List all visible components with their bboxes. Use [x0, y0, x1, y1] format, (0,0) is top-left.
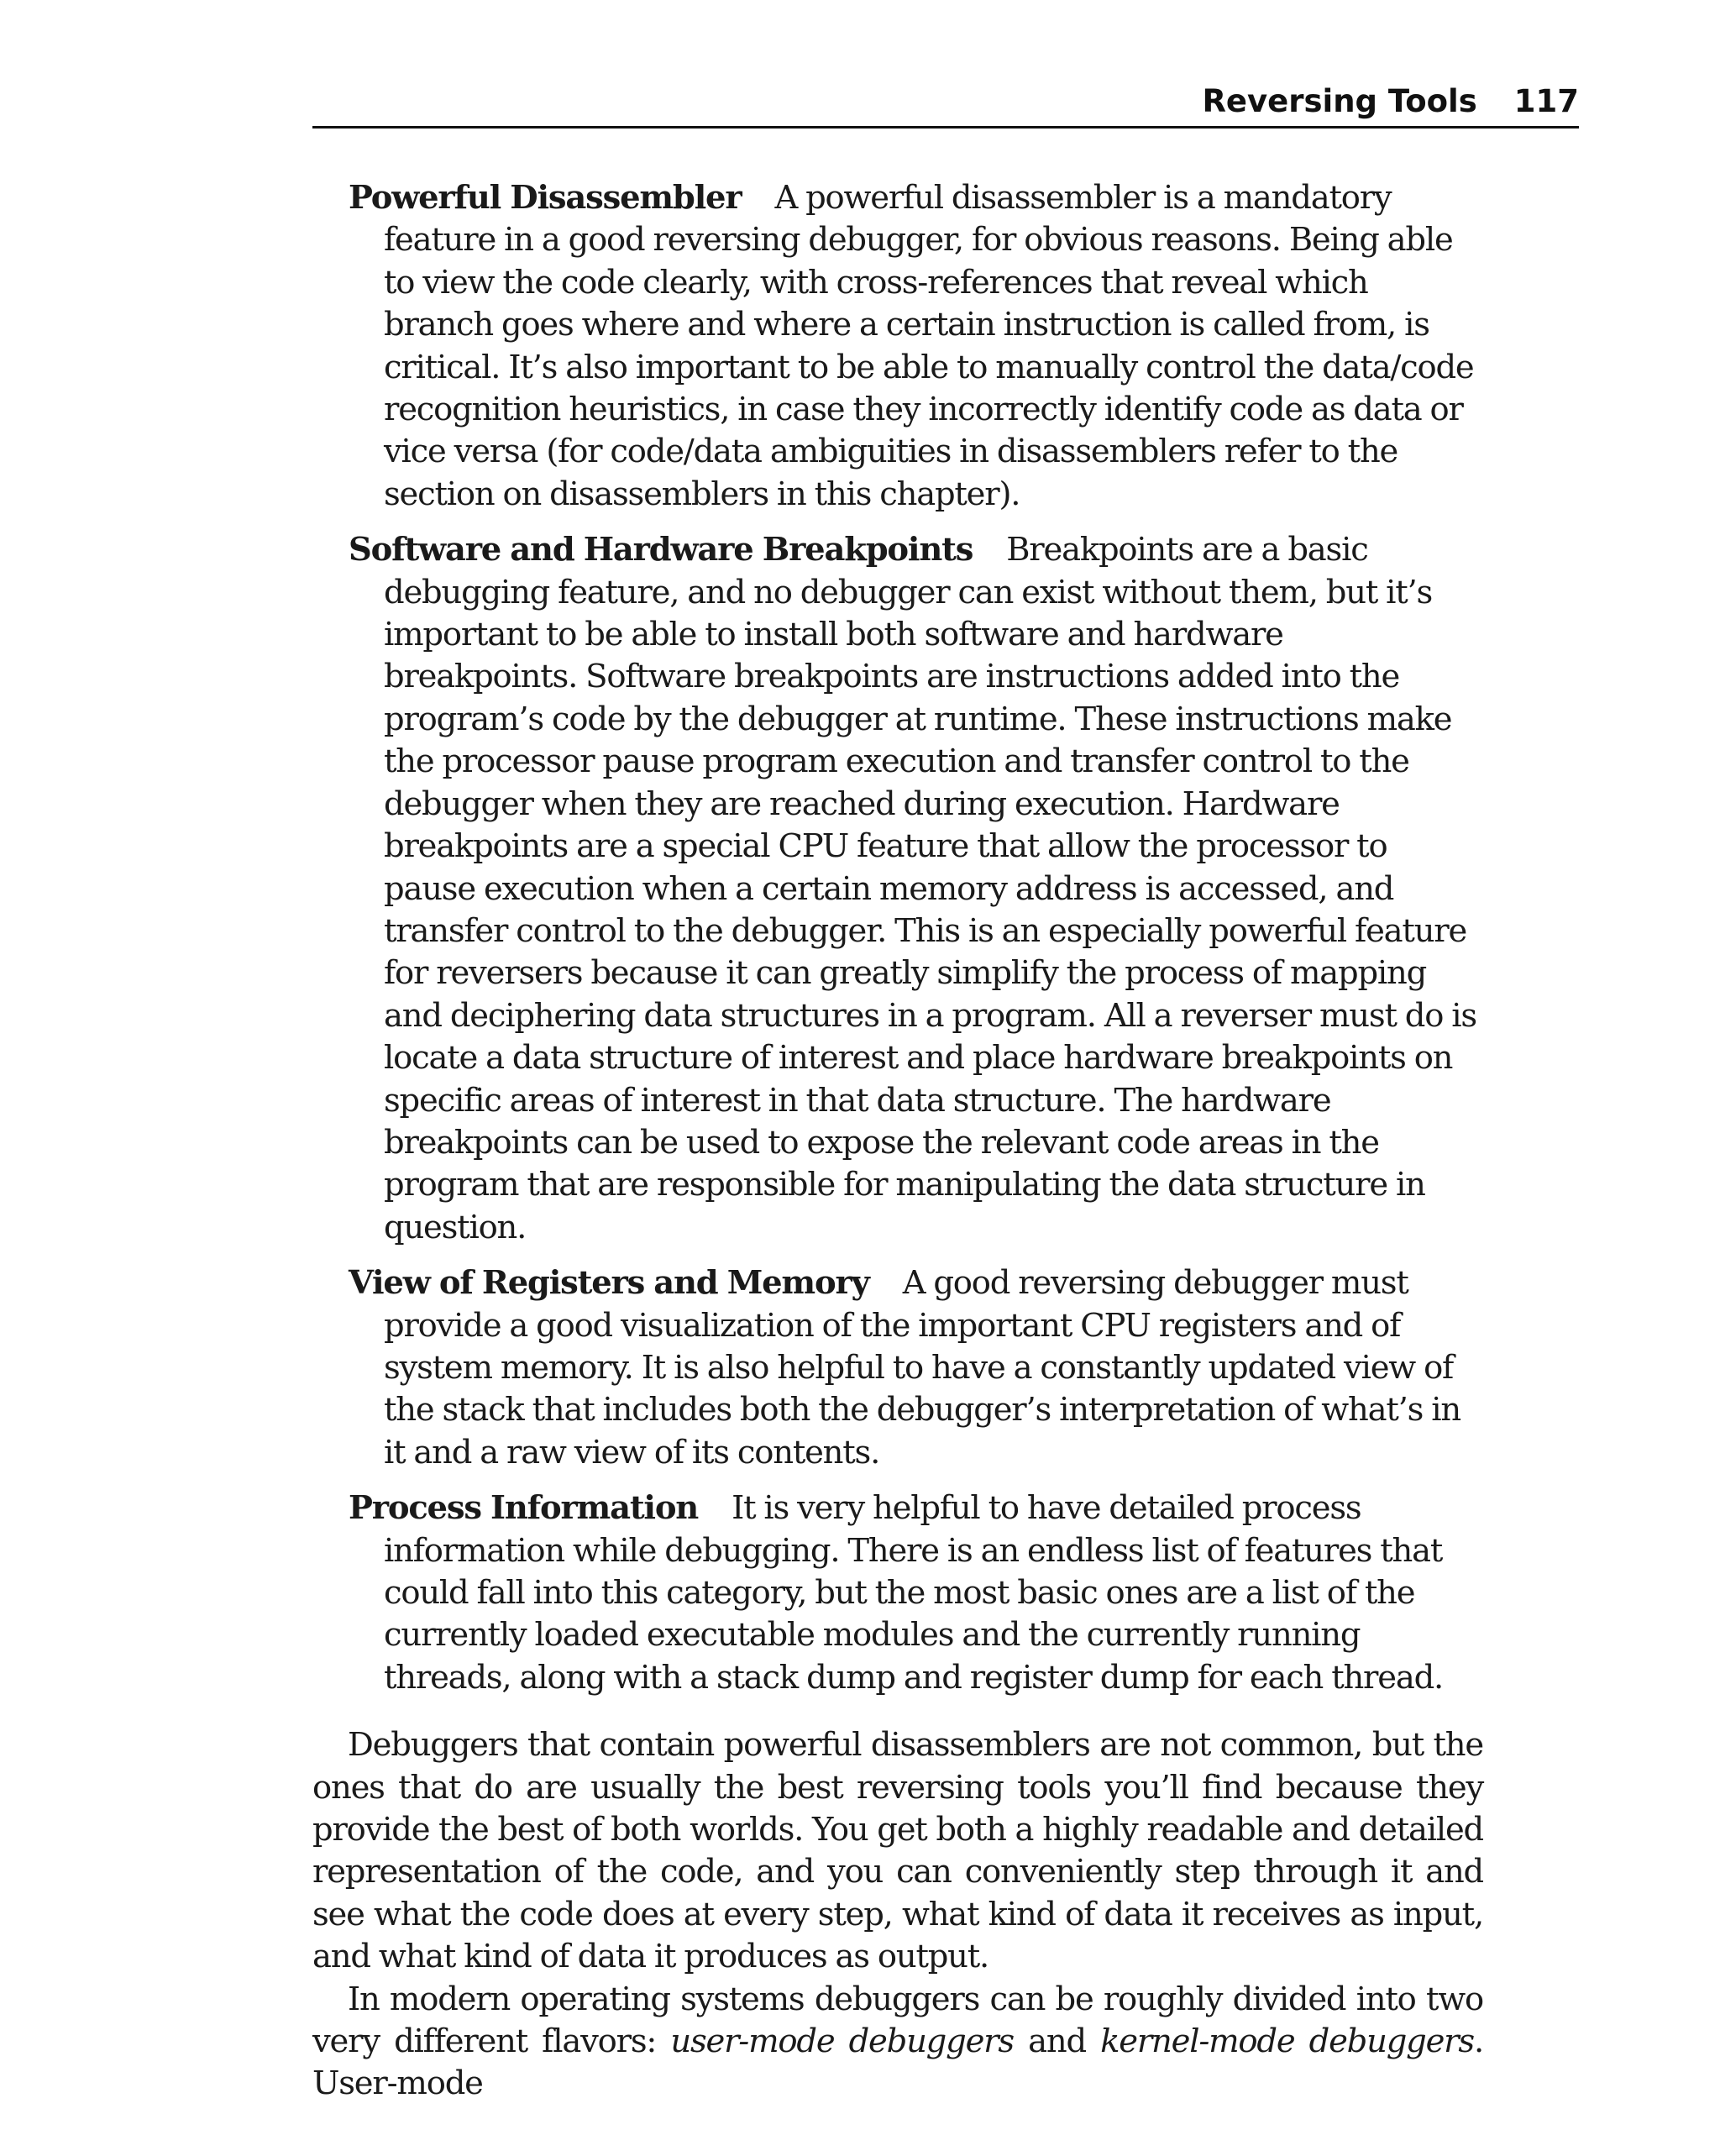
feature-item-registers-memory [312, 1262, 1483, 1474]
page-number: 117 [1513, 83, 1579, 119]
chapter-title: Reversing Tools [1202, 83, 1477, 119]
paragraph-text: and [1013, 2022, 1101, 2061]
feature-item-disassembler [312, 177, 1483, 516]
feature-term: Process Information [349, 1489, 699, 1528]
feature-term: Software and Hardware Breakpoints [349, 531, 973, 569]
paragraph-debuggers: Debuggers that contain powerful disassemblers are not common, but the ones that do are usually the best reversing tools you’ll find because they provide the best of both worlds. You get both a highly readable and detailed representation of the code, and you can conveniently step through it and see what the code does at every step, what kind of data it receives as input, and what kind of data it produces as output. [312, 1726, 1483, 1976]
term-user-mode-debuggers: user-mode debuggers [670, 2022, 1014, 2061]
feature-term: Powerful Disassembler [349, 179, 742, 217]
feature-description: It is very helpful to have detailed process information while debugging. There is an endless list of features that could fall into this category, but the most basic ones are a list of the currently loaded executable modules and the currently running threads, along with a stack dump and register dump for each thread. [384, 1489, 1444, 1697]
feature-term: View of Registers and Memory [349, 1264, 869, 1303]
paragraph-debugger-flavors [312, 1979, 1483, 2106]
term-kernel-mode-debuggers: kernel-mode debuggers [1100, 2022, 1474, 2061]
paragraph-text: . User-mode [312, 2022, 1483, 2103]
feature-item-breakpoints [312, 529, 1483, 1249]
paragraph-text: In modern operating systems debuggers can be roughly divided into two very different flavors: [312, 1980, 1483, 2061]
feature-item-process-information [312, 1487, 1483, 1699]
body-text [312, 177, 1483, 2106]
running-head [312, 81, 1579, 129]
feature-description: Breakpoints are a basic debugging feature, and no debugger can exist without them, but it’s important to be able to install both software and hardware breakpoints. Software breakpoints are instructions added into the program’s code by the debugger at runtime. These instructions make the processor pause program execution and transfer control to the debugger when they are reached during execution. Hardware breakpoints are a special CPU feature that allow the processor to pause execution when a certain memory address is accessed, and transfer control to the debugger. This is an especially powerful feature for reversers because it can greatly simplify the process of mapping and deciphering data structures in a program. All a reverser must do is locate a data structure of interest and place hardware breakpoints on specific areas of interest in that data structure. The hardware breakpoints can be used to expose the relevant code areas in the program that are responsible for manipulating the data structure in question. [384, 531, 1476, 1246]
feature-description: A powerful disassembler is a mandatory feature in a good reversing debugger, for obvious reasons. Being able to view the code clearly, with cross-references that reveal which branch goes where and where a certain instruction is called from, is critical. It’s also important to be able to manually control the data/code recognition heuristics, in case they incorrectly identify code as data or vice versa (for code/data ambiguities in disassemblers refer to the section on disassemblers in this chapter). [384, 179, 1474, 513]
feature-description: A good reversing debugger must provide a good visualization of the important CPU registers and of system memory. It is also helpful to have a constantly updated view of the stack that includes both the debugger’s interpretation of what’s in it and a raw view of its contents. [384, 1264, 1460, 1471]
